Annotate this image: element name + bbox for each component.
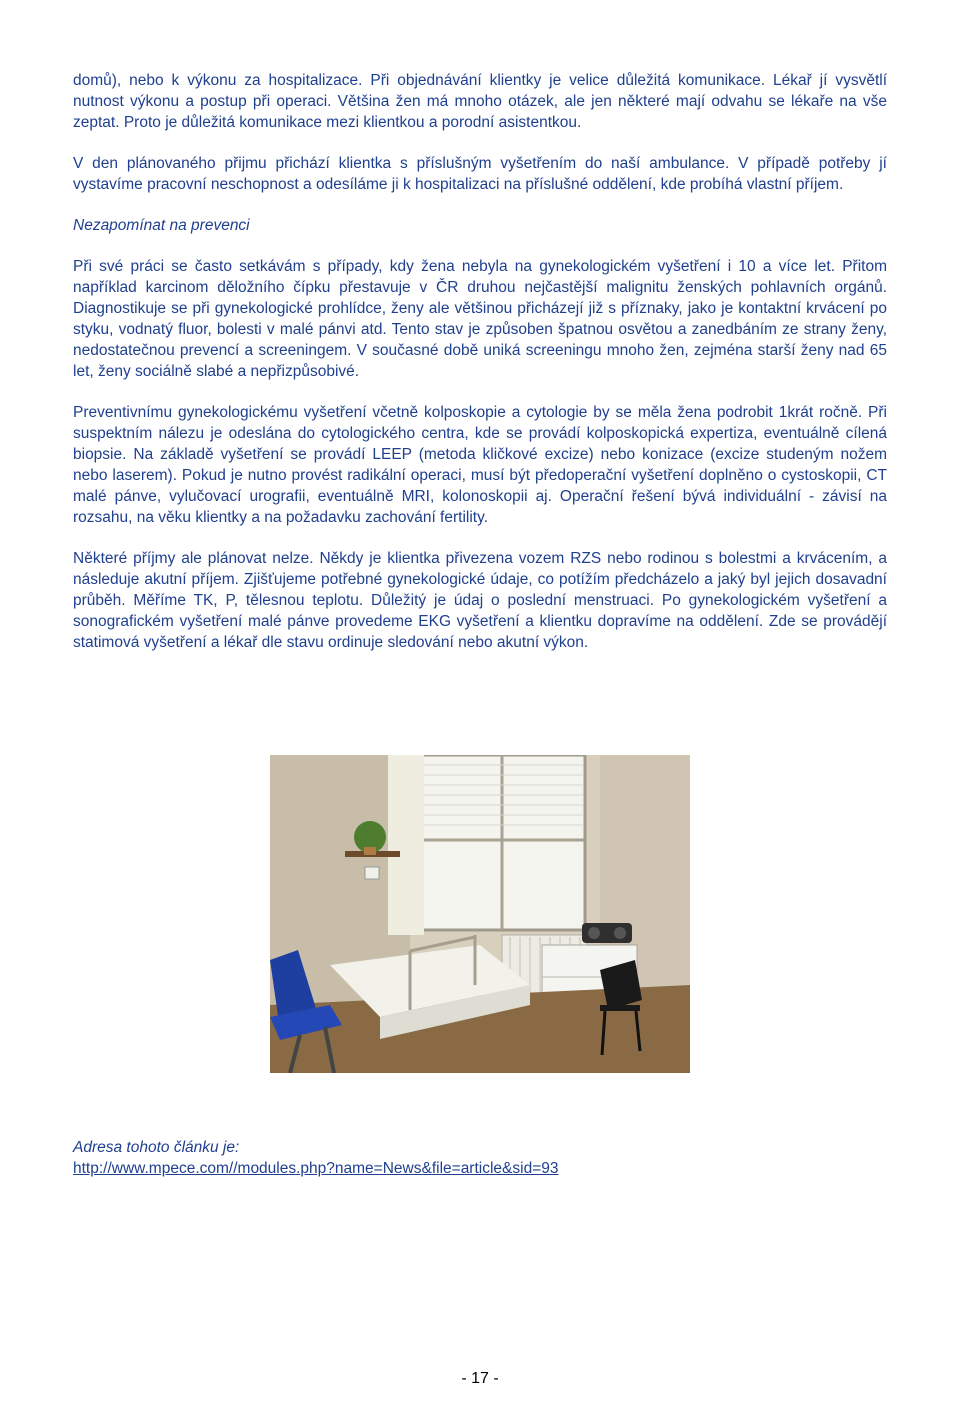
paragraph-2: V den plánovaného přijmu přichází klientka s příslušným vyšetřením do naší ambulance. V případě potřeby jí vystavíme pracovní neschopnost a odesíláme ji k hospitalizaci na příslušné oddělení, kde probíhá vlastní příjem. (73, 155, 887, 193)
room-photo-illustration (270, 755, 690, 1073)
paragraph-5: Některé příjmy ale plánovat nelze. Někdy je klientka přivezena vozem RZS nebo rodinou s bolestmi a krvácením, a následuje akutní příjem. Zjišťujeme potřebné gynekologické údaje, co potížím předcházelo a jaký byl jejich dosavadní průběh. Měříme TK, P, tělesnou teplotu. Důležitý je údaj o poslední menstruaci. Po gynekologickém vyšetření a sonografickém vyšetření malé pánve provedeme EKG vyšetření a klientku dopravíme na oddělení. Zde se provádějí statimová vyšetření a lékař dle stavu ordinuje sledování nebo akutní výkon. (73, 550, 887, 651)
section-heading: Nezapomínat na prevenci (73, 217, 250, 234)
article-body (73, 70, 887, 653)
paragraph-1: domů), nebo k výkonu za hospitalizace. Při objednávání klientky je velice důležitá komunikace. Lékař jí vysvětlí nutnost výkonu a postup při operaci. Většina žen má mnoho otázek, ale jen některé mají odvahu se lékaře na vše zeptat. Proto je důležitá komunikace mezi klientkou a porodní asistentkou. (73, 72, 887, 131)
paragraph-3: Při své práci se často setkávám s případy, kdy žena nebyla na gynekologickém vyšetření i 10 a více let. Přitom například karcinom děložního čípku přestavuje v ČR druhou nejčastější malignitu ženských pohlavních orgánů. Diagnostikuje se při gynekologické prohlídce, ženy ale většinou přicházejí již s příznaky, jako je kontaktní krvácení po styku, vodnatý fluor, bolesti v malé pánvi atd. Tento stav je způsoben špatnou osvětou a zanedbáním ze strany ženy, nedostatečnou prevencí a screeningem. V současné době uniká screeningu mnoho žen, zejména starší ženy nad 65 let, ženy sociálně slabé a nepřizpůsobivé. (73, 258, 887, 380)
page-number: - 17 - (461, 1370, 499, 1387)
room-photo (270, 755, 690, 1073)
article-address-label: Adresa tohoto článku je: (73, 1139, 240, 1156)
paragraph-4: Preventivnímu gynekologickému vyšetření včetně kolposkopie a cytologie by se měla žena podrobit 1krát ročně. Při suspektním nálezu je odeslána do cytologického centra, kde se provádí kolposkopická expertiza, eventuálně cílená biopsie. Na základě vyšetření se provádí LEEP (metoda kličkové excize) nebo konizace (excize studeným nožem nebo laserem). Pokud je nutno provést radikální operaci, musí být předoperační vyšetření doplněno o cystoskopii, CT malé pánve, vylučovací urografii, eventuálně MRI, kolonoskopii aj. Operační řešení bývá individuální - závisí na rozsahu, na věku klientky a na požadavku zachování fertility. (73, 404, 887, 526)
article-address-link[interactable]: http://www.mpece.com//modules.php?name=News&file=article&sid=93 (73, 1160, 559, 1177)
